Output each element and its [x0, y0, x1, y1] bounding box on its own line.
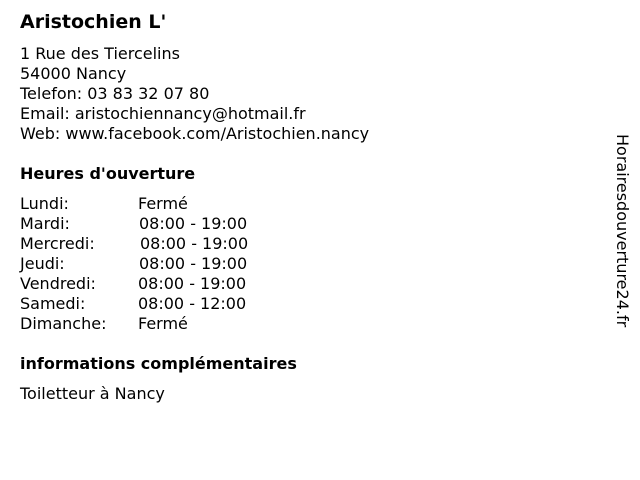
day-label: Dimanche:: [20, 314, 107, 333]
hours-row-monday: [20, 194, 320, 214]
email-address[interactable]: Email: aristochiennancy@hotmail.fr: [20, 104, 306, 123]
city-postcode: 54000 Nancy: [20, 64, 127, 83]
hours-row-wednesday: [20, 234, 320, 254]
hours-row-saturday: [20, 294, 320, 314]
phone-number[interactable]: Telefon: 03 83 32 07 80: [20, 84, 210, 103]
website-link[interactable]: Web: www.facebook.com/Aristochien.nancy: [20, 124, 370, 143]
business-name: Aristochien L': [20, 11, 167, 33]
day-label: Lundi:: [20, 194, 69, 213]
day-hours: 08:00 - 19:00: [139, 254, 248, 273]
day-label: Mercredi:: [20, 234, 95, 253]
hours-row-friday: [20, 274, 320, 294]
hours-row-thursday: [20, 254, 320, 274]
additional-info-heading: informations complémentaires: [20, 354, 297, 373]
day-label: Samedi:: [20, 294, 86, 313]
site-watermark: Horairesdouverture24.fr: [613, 134, 632, 328]
day-label: Vendredi:: [20, 274, 96, 293]
day-hours: 08:00 - 19:00: [139, 214, 248, 233]
hours-row-tuesday: [20, 214, 320, 234]
day-hours: Fermé: [138, 194, 188, 213]
opening-hours-heading: Heures d'ouverture: [20, 164, 196, 183]
day-hours: 08:00 - 19:00: [140, 234, 249, 253]
business-category: Toiletteur à Nancy: [20, 384, 165, 403]
day-label: Mardi:: [20, 214, 70, 233]
address-block: [20, 44, 369, 144]
day-hours: Fermé: [138, 314, 188, 333]
opening-hours-list: [20, 194, 320, 334]
street-address: 1 Rue des Tiercelins: [20, 44, 180, 63]
day-hours: 08:00 - 12:00: [138, 294, 247, 313]
hours-row-sunday: [20, 314, 320, 334]
day-label: Jeudi:: [20, 254, 65, 273]
day-hours: 08:00 - 19:00: [138, 274, 247, 293]
